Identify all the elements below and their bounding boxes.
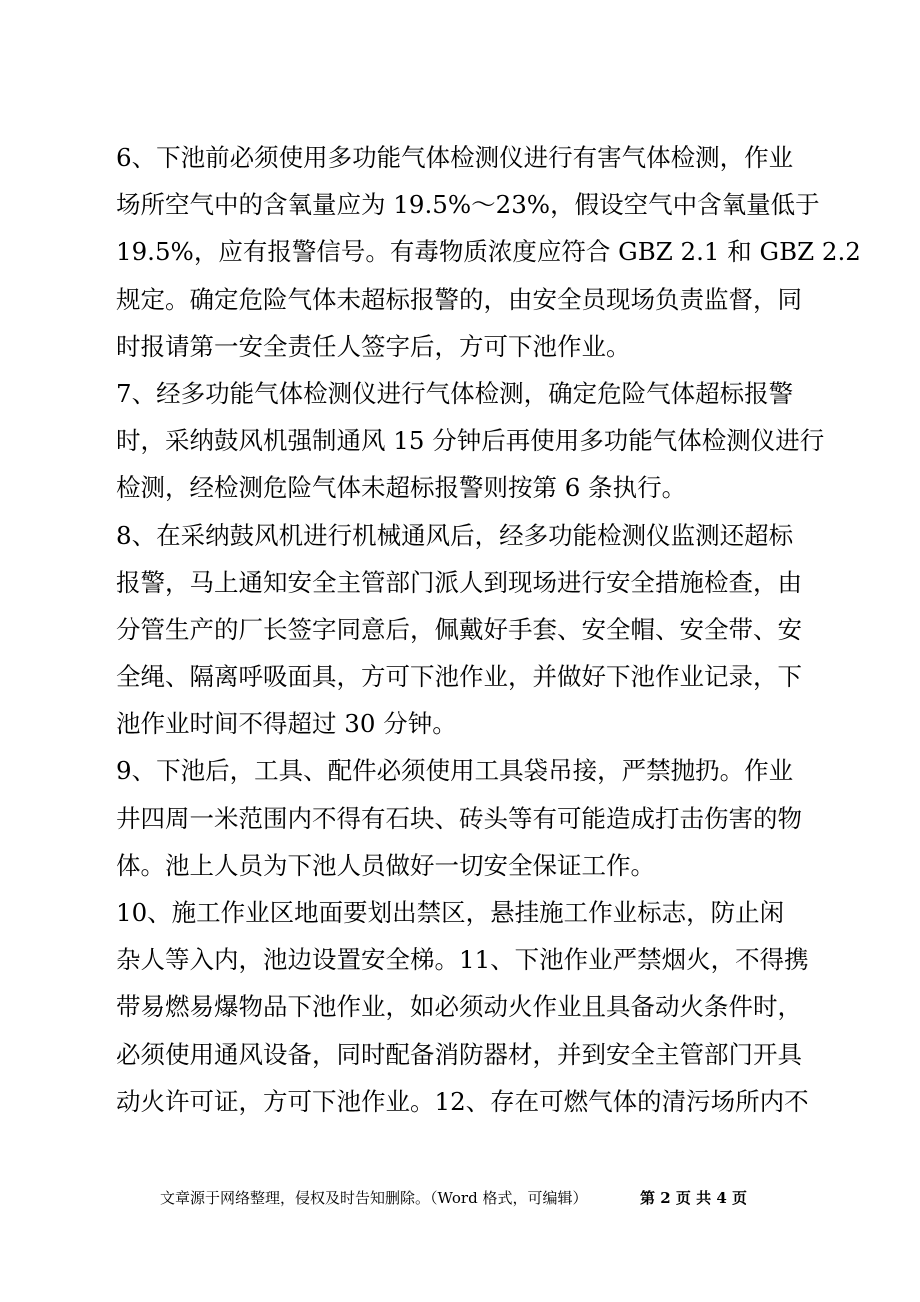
- body-line-8: 检测，经检测危险气体未超标报警则按第 6 条执行。: [116, 473, 687, 503]
- body-line-4: 规定。确定危险气体未超标报警的，由安全员现场负责监督，同: [116, 284, 802, 314]
- body-line-20: 必须使用通风设备，同时配备消防器材，并到安全主管部门开具: [116, 1039, 802, 1069]
- body-line-5: 时报请第一安全责任人签字后，方可下池作业。: [116, 331, 631, 361]
- document-body: [116, 134, 861, 1125]
- body-line-7: 时，采纳鼓风机强制通风 15 分钟后再使用多功能气体检测仪进行: [116, 426, 825, 456]
- page-number: 第 2 页 共 4 页: [640, 1189, 747, 1207]
- body-line-12: 全绳、隔离呼吸面具，方可下池作业，并做好下池作业记录，下: [116, 662, 802, 692]
- body-line-17: 10、施工作业区地面要划出禁区，悬挂施工作业标志，防止闲: [116, 898, 785, 927]
- body-line-2: 场所空气中的含氧量应为 19.5%～23%，假设空气中含氧量低于: [116, 190, 820, 220]
- body-line-1: 6、下池前必须使用多功能气体检测仪进行有害气体检测，作业: [116, 143, 794, 172]
- body-line-3: 19.5%，应有报警信号。有毒物质浓度应符合 GBZ 2.1 和 GBZ 2.2: [116, 237, 861, 267]
- body-line-21: 动火许可证，方可下池作业。12、存在可燃气体的清污场所内不: [116, 1086, 809, 1116]
- footer-note: 文章源于网络整理，侵权及时告知删除。（Word 格式，可编辑）: [160, 1189, 588, 1207]
- body-line-9: 8、在采纳鼓风机进行机械通风后，经多功能检测仪监测还超标: [116, 520, 794, 550]
- body-line-6: 7、经多功能气体检测仪进行气体检测，确定危险气体超标报警: [116, 378, 794, 408]
- body-line-14: 9、下池后，工具、配件必须使用工具袋吊接，严禁抛扔。作业: [116, 756, 794, 786]
- body-line-10: 报警，马上通知安全主管部门派人到现场进行安全措施检查，由: [116, 567, 802, 597]
- page-footer: [0, 1186, 920, 1210]
- body-line-18: 杂人等入内，池边设置安全梯。11、下池作业严禁烟火，不得携: [116, 945, 809, 975]
- body-line-11: 分管生产的厂长签字同意后，佩戴好手套、安全帽、安全带、安: [116, 614, 802, 644]
- body-line-19: 带易燃易爆物品下池作业，如必须动火作业且具备动火条件时，: [116, 992, 802, 1022]
- body-line-15: 井四周一米范围内不得有石块、砖头等有可能造成打击伤害的物: [116, 803, 802, 833]
- body-line-16: 体。池上人员为下池人员做好一切安全保证工作。: [116, 850, 655, 880]
- body-line-13: 池作业时间不得超过 30 分钟。: [116, 709, 457, 739]
